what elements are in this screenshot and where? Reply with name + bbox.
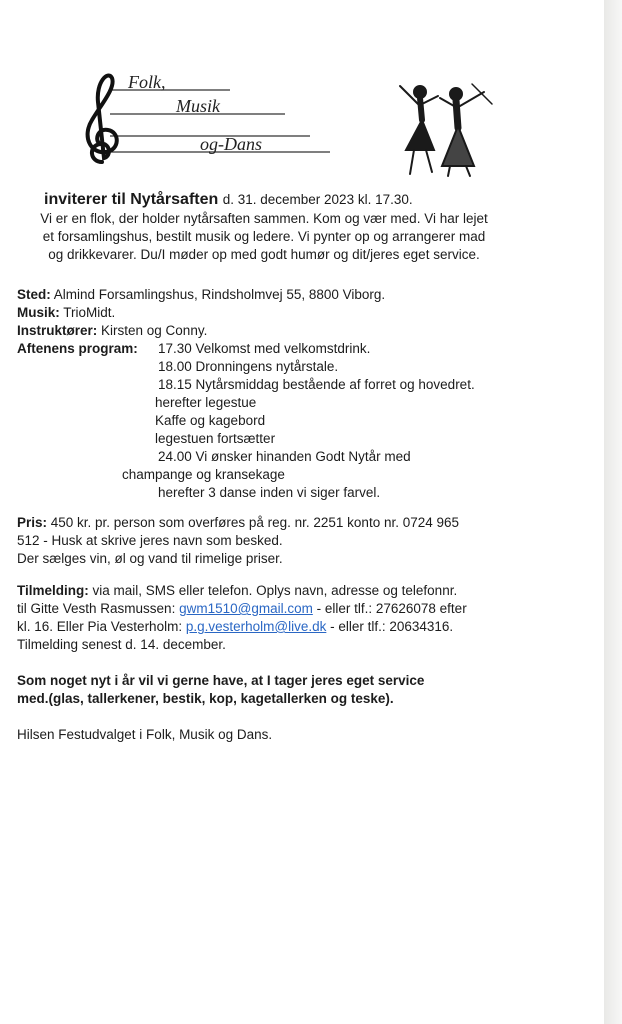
tilmelding-label: Tilmelding: — [17, 583, 89, 598]
tilmelding-text-1: via mail, SMS eller telefon. Oplys navn, adresse og telefonnr. — [88, 583, 458, 598]
dancers-illustration — [392, 70, 502, 178]
program-item: Kaffe og kagebord — [155, 413, 266, 428]
program-item: 18.00 Dronningens nytårstale. — [158, 359, 339, 374]
headline-main: inviterer til Nytårsaften — [44, 191, 219, 208]
tilmelding-text-3a: kl. 16. Eller Pia Vesterholm: — [17, 619, 186, 634]
instruktorer-line — [17, 322, 207, 340]
headline-date: d. 31. december 2023 kl. 17.30. — [222, 192, 413, 207]
pris-label: Pris: — [17, 515, 48, 530]
program-label: Aftenens program: — [17, 341, 138, 356]
intro-line-2: et forsamlingshus, bestilt musik og ledere. Vi pynter op og arrangerer mad — [42, 229, 486, 245]
musik-label: Musik: — [17, 305, 60, 320]
program-item: 24.00 Vi ønsker hinanden Godt Nytår med — [158, 449, 411, 464]
program-item: herefter legestue — [155, 395, 257, 410]
instruktorer-label: Instruktører: — [17, 323, 98, 338]
program-item: legestuen fortsætter — [155, 431, 276, 446]
pris-line-1 — [17, 514, 459, 532]
tilmelding-text-2a: til Gitte Vesth Rasmussen: — [17, 601, 180, 616]
tilmelding-line-2 — [17, 600, 467, 618]
program-item: 18.15 Nytårsmiddag bestående af forret og hovedret. — [158, 377, 475, 392]
notice-line-2: med.(glas, tallerkener, bestik, kop, kagetallerken og teske). — [17, 691, 394, 706]
sted-value: Almind Forsamlingshus, Rindsholmvej 55, 8800 Viborg. — [50, 287, 386, 302]
sted-line — [17, 286, 385, 304]
program-item: 17.30 Velkomst med velkomstdrink. — [158, 341, 371, 356]
intro-line-3: og drikkevarer. Du/I møder op med godt humør og dit/jeres eget service. — [48, 247, 480, 263]
instruktorer-value: Kirsten og Conny. — [97, 323, 208, 338]
logo-word-musik: Musik — [176, 96, 220, 116]
intro-line-1: Vi er en flok, der holder nytårsaften sammen. Kom og vær med. Vi har lejet — [40, 211, 488, 226]
logo-word-dans: og-Dans — [200, 134, 262, 154]
program-item: champange og kransekage — [122, 467, 285, 482]
program-item: herefter 3 danse inden vi siger farvel. — [158, 485, 381, 500]
treble-clef-icon — [88, 75, 117, 162]
intro-paragraph — [14, 210, 514, 265]
pris-text-1: 450 kr. pr. person som overføres på reg. nr. 2251 konto nr. 0724 965 — [47, 515, 460, 530]
tilmelding-text-3b: - eller tlf.: 20634316. — [326, 619, 454, 634]
tilmelding-text-2b: - eller tlf.: 27626078 efter — [312, 601, 467, 616]
greeting: Hilsen Festudvalget i Folk, Musik og Dans. — [17, 727, 273, 742]
page-edge — [604, 0, 622, 1024]
tilmelding-line-3 — [17, 618, 453, 636]
logo-word-folk: Folk, — [128, 72, 166, 92]
musik-line — [17, 304, 115, 322]
tilmelding-line-4: Tilmelding senest d. 14. december. — [17, 637, 226, 652]
notice-line-1: Som noget nyt i år vil vi gerne have, at I tager jeres eget service — [17, 673, 425, 688]
headline — [44, 191, 413, 209]
tilmelding-line-1 — [17, 582, 457, 600]
musik-value: TrioMidt. — [59, 305, 116, 320]
pris-line-2: 512 - Husk at skrive jeres navn som besked. — [17, 533, 283, 548]
email-link-gitte[interactable]: gwm1510@gmail.com — [179, 601, 313, 616]
folk-musik-dans-logo — [80, 62, 340, 180]
email-link-pia[interactable]: p.g.vesterholm@live.dk — [185, 619, 327, 634]
sted-label: Sted: — [17, 287, 51, 302]
pris-line-3: Der sælges vin, øl og vand til rimelige priser. — [17, 551, 283, 566]
